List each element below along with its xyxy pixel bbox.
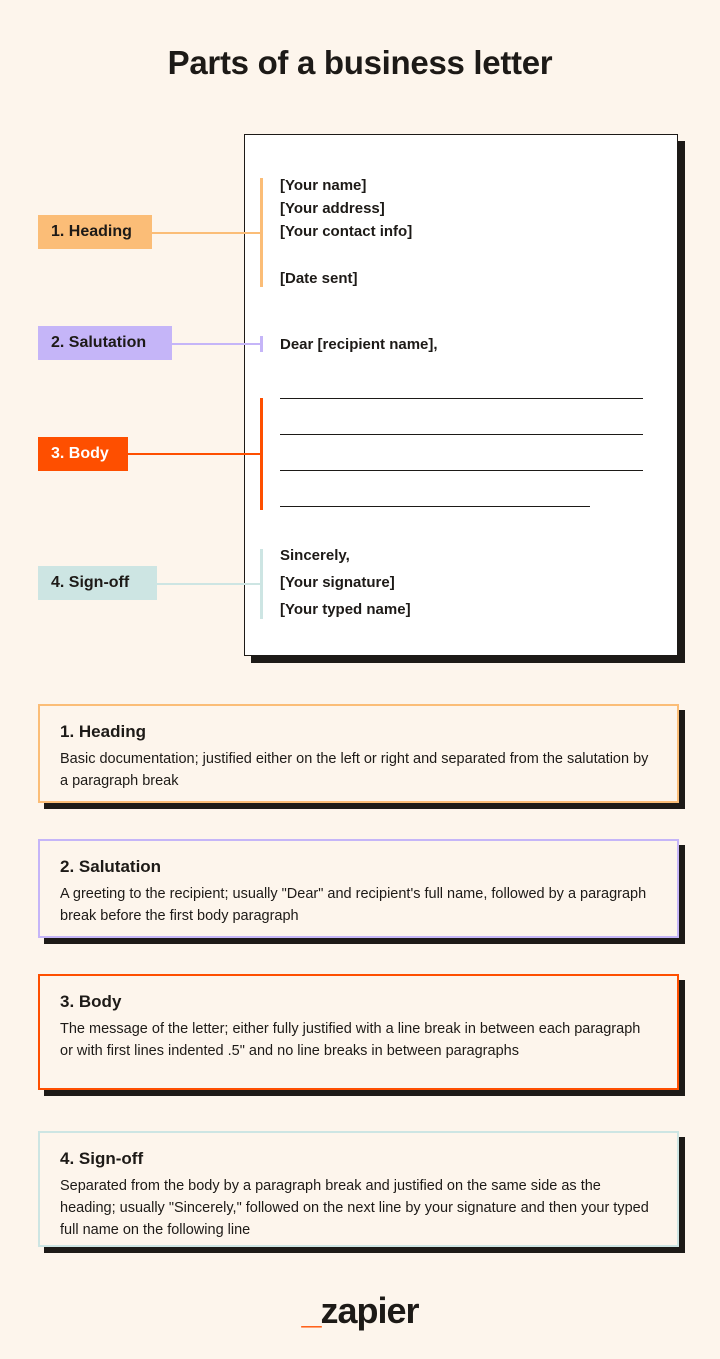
body-connector (126, 453, 261, 455)
page-title: Parts of a business letter (167, 44, 553, 81)
logo-underscore: _ (301, 1290, 321, 1331)
card-description: The message of the letter; either fully justified with a line break in between each paragraph or with first lines indented .5" and no line breaks in between paragraphs (60, 1021, 641, 1059)
card-signoff (38, 1131, 679, 1247)
letter-body-line (280, 398, 643, 399)
letter-heading-name: [Your name] (280, 177, 367, 194)
letter-signoff-closing: Sincerely, (280, 547, 350, 564)
card-title: 3. Body (60, 992, 122, 1011)
letter-signoff-signature: [Your signature] (280, 574, 395, 591)
signoff-connector (156, 583, 261, 585)
card-description: Separated from the body by a paragraph break and justified on the same side as the heading; usually "Sincerely," followed on the next line by your signature and then your typed full name on the following line (60, 1178, 649, 1238)
label-signoff: 4. Sign-off (38, 566, 157, 600)
card-heading (38, 704, 679, 803)
letter-salutation: Dear [recipient name], (280, 336, 438, 353)
heading-connector (150, 232, 261, 234)
salutation-connector (170, 343, 261, 345)
letter-heading-address: [Your address] (280, 200, 385, 217)
card-title: 4. Sign-off (60, 1149, 144, 1168)
label-salutation: 2. Salutation (38, 326, 172, 360)
card-title: 1. Heading (60, 722, 146, 741)
card-description: A greeting to the recipient; usually "Dear" and recipient's full name, followed by a paragraph break before the first body paragraph (60, 886, 647, 924)
letter-body-line (280, 470, 643, 471)
letter-signoff-typed-name: [Your typed name] (280, 601, 411, 618)
card-title: 2. Salutation (60, 857, 162, 876)
card-salutation (38, 839, 679, 938)
logo-wordmark: zapier (320, 1290, 419, 1331)
zapier-logo (0, 1290, 720, 1332)
letter-date: [Date sent] (280, 270, 358, 287)
label-body: 3. Body (38, 437, 128, 471)
card-body (38, 974, 679, 1090)
letter-body-line (280, 506, 590, 507)
letter-body-line (280, 434, 643, 435)
letter-heading-contact: [Your contact info] (280, 223, 413, 240)
card-description: Basic documentation; justified either on the left or right and separated from the salutation by a paragraph break (60, 751, 649, 789)
label-heading: 1. Heading (38, 215, 152, 249)
